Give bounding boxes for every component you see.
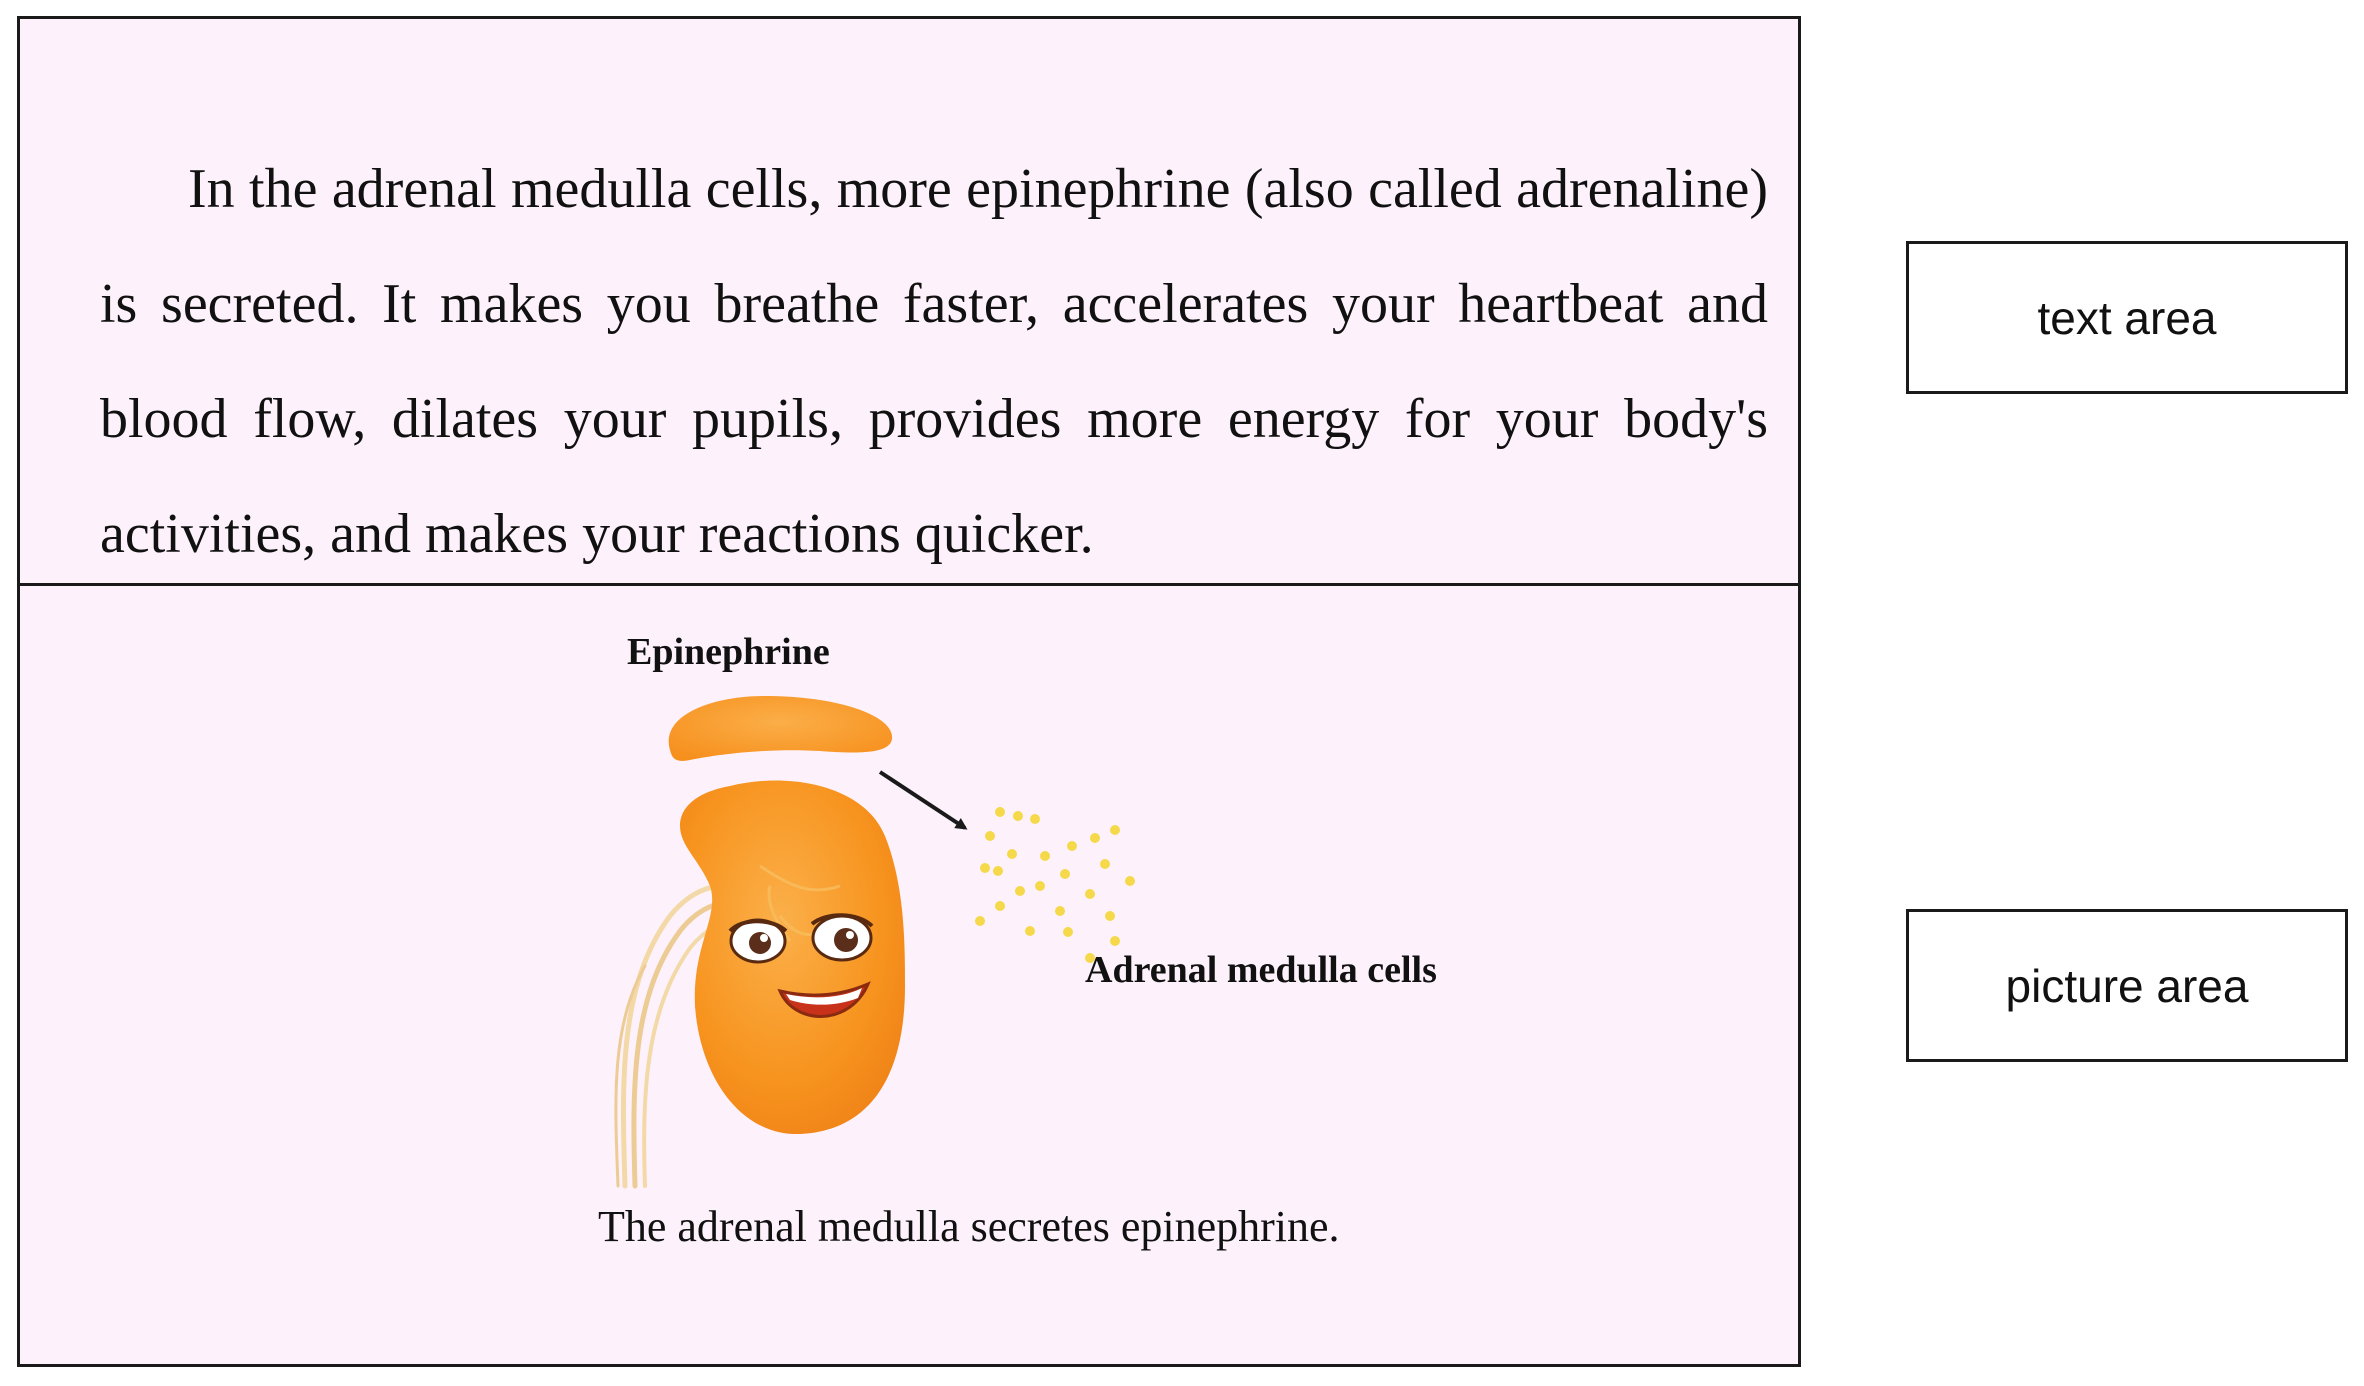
epinephrine-label: Epinephrine: [627, 631, 830, 673]
adrenal-cap-shape: [669, 696, 892, 761]
text-area-panel: [20, 19, 1798, 586]
figure-caption: The adrenal medulla secretes epinephrine.: [598, 1202, 1340, 1251]
adrenal-medulla-cells-label: Adrenal medulla cells: [1085, 949, 1437, 991]
adrenal-medulla-body-shape: [680, 780, 905, 1134]
text-area-legend-box: text area: [1906, 241, 2348, 394]
picture-area-legend-box: picture area: [1906, 909, 2348, 1062]
picture-area-panel: [20, 586, 1798, 1367]
slide-frame: [17, 16, 1801, 1367]
secretion-arrow: [880, 772, 965, 828]
epinephrine-granules-shape: [975, 807, 1135, 963]
body-paragraph: In the adrenal medulla cells, more epinephrine (also called adrenaline) is secreted. It makes you breathe faster, accelerates your heartbeat and blood flow, dilates your pupils, provides more energy for your body's activities, and makes your reactions quicker.: [100, 158, 1768, 565]
